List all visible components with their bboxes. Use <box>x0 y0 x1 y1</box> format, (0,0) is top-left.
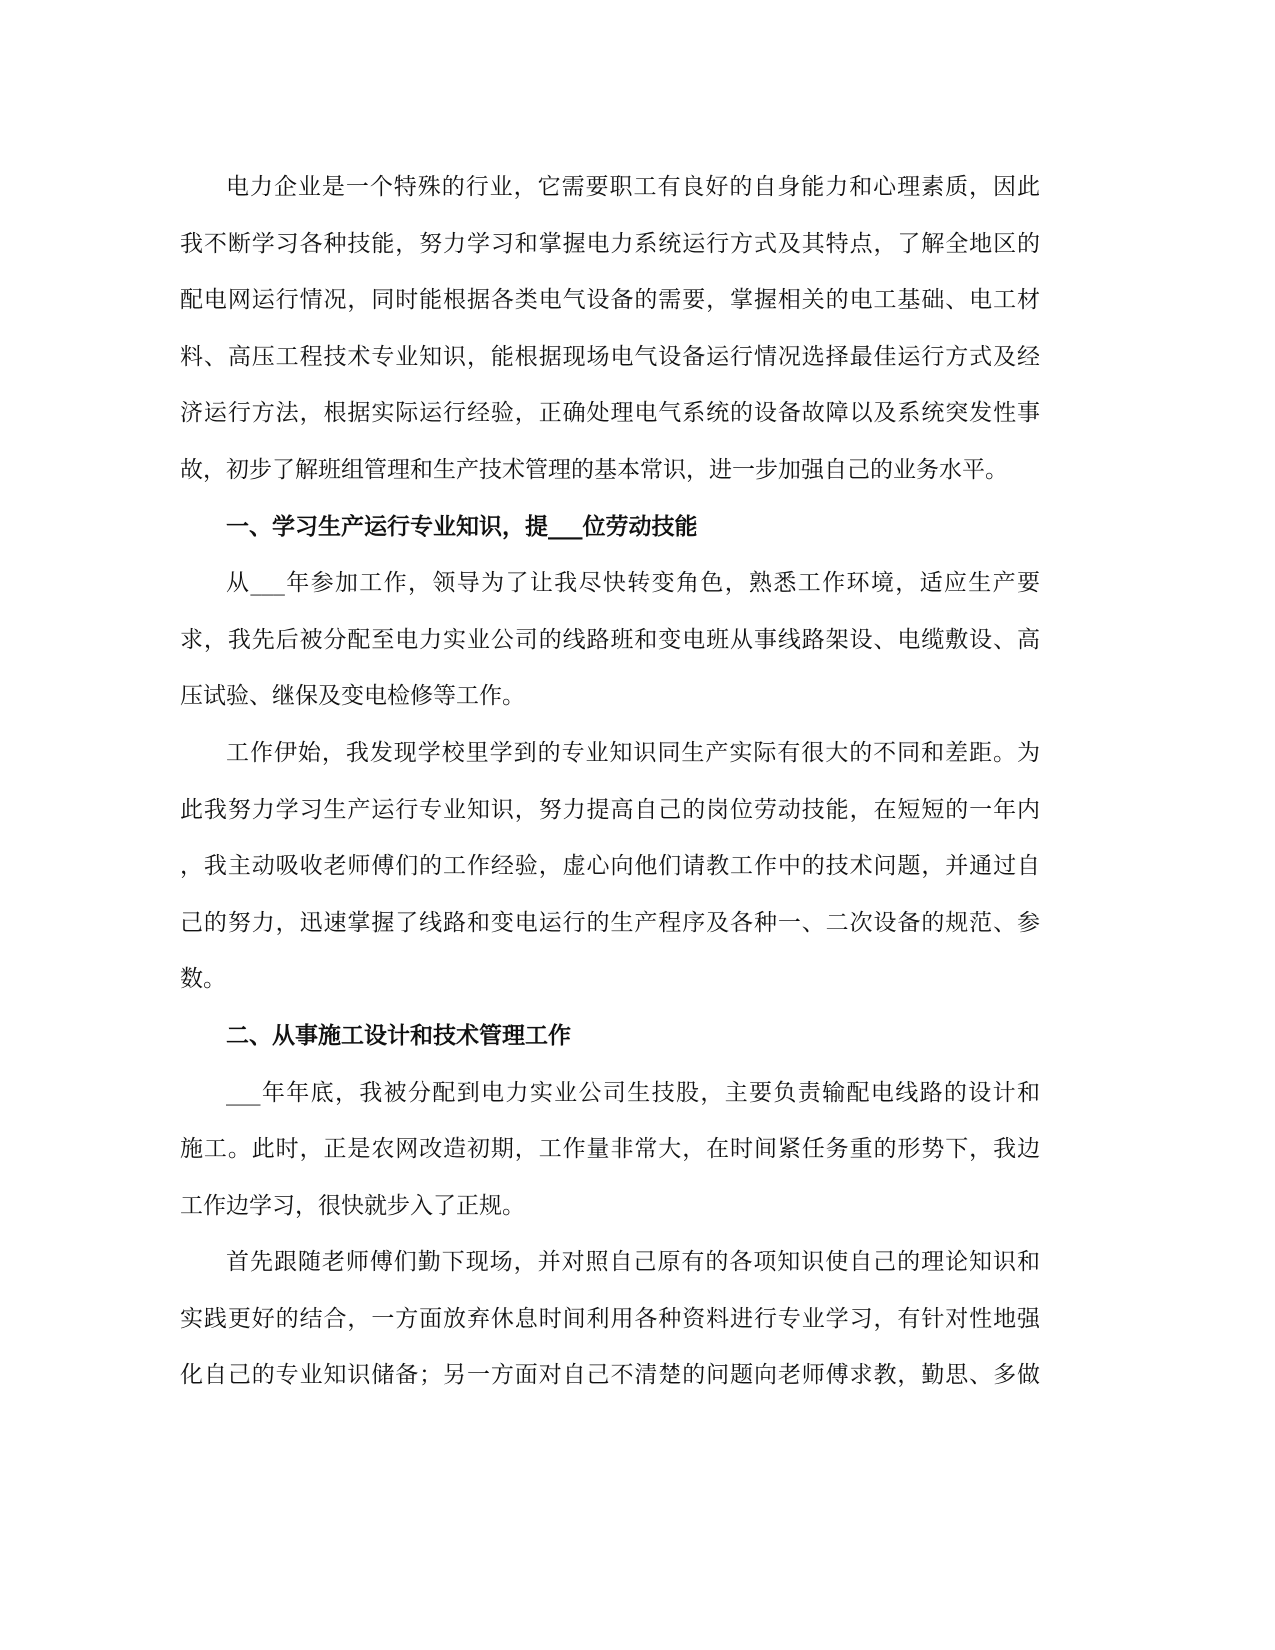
text-line: ，我主动吸收老师傅们的工作经验，虚心向他们请教工作中的技术问题，并通过自 <box>180 853 1040 880</box>
section-heading-1: 一、学习生产运行专业知识，提___位劳动技能 <box>226 512 698 540</box>
text-line: 从___年参加工作，领导为了让我尽快转变角色，熟悉工作环境，适应生产要 <box>226 570 1040 597</box>
text-line: 故，初步了解班组管理和生产技术管理的基本常识，进一步加强自己的业务水平。 <box>180 456 1008 483</box>
text-line: 己的努力，迅速掌握了线路和变电运行的生产程序及各种一、二次设备的规范、参 <box>180 909 1040 936</box>
paragraph-learning <box>180 725 1040 1008</box>
text-line: 配电网运行情况，同时能根据各类电气设备的需要，掌握相关的电工基础、电工材 <box>180 287 1040 314</box>
paragraph-start-work <box>180 555 1040 725</box>
document-body <box>180 159 1040 1404</box>
text-line: 求，我先后被分配至电力实业公司的线路班和变电班从事线路架设、电缆敷设、高 <box>180 626 1040 653</box>
text-line: 料、高压工程技术专业知识，能根据现场电气设备运行情况选择最佳运行方式及经 <box>180 343 1040 370</box>
paragraph-assignment <box>180 1065 1040 1235</box>
text-line: 实践更好的结合，一方面放弃休息时间利用各种资料进行专业学习，有针对性地强 <box>180 1305 1040 1332</box>
text-line: 首先跟随老师傅们勤下现场，并对照自己原有的各项知识使自己的理论知识和 <box>226 1249 1040 1276</box>
text-line: 工作边学习，很快就步入了正规。 <box>180 1192 525 1219</box>
text-line: 此我努力学习生产运行专业知识，努力提高自己的岗位劳动技能，在短短的一年内 <box>180 796 1040 823</box>
text-line: 济运行方法，根据实际运行经验，正确处理电气系统的设备故障以及系统突发性事 <box>180 400 1040 427</box>
text-line: 施工。此时，正是农网改造初期，工作量非常大，在时间紧任务重的形势下，我边 <box>180 1136 1040 1163</box>
text-line: 压试验、继保及变电检修等工作。 <box>180 683 525 710</box>
paragraph-field-practice <box>180 1234 1040 1404</box>
section-heading-2: 二、从事施工设计和技术管理工作 <box>226 1021 571 1049</box>
text-line: 电力企业是一个特殊的行业，它需要职工有良好的自身能力和心理素质，因此 <box>226 174 1040 200</box>
text-line: 我不断学习各种技能，努力学习和掌握电力系统运行方式及其特点，了解全地区的 <box>180 230 1040 257</box>
text-line: 化自己的专业知识储备；另一方面对自己不清楚的问题向老师傅求教，勤思、多做 <box>180 1362 1040 1389</box>
text-line: 工作伊始，我发现学校里学到的专业知识同生产实际有很大的不同和差距。为 <box>226 739 1040 766</box>
paragraph-intro <box>180 159 1040 499</box>
text-line: ___年年底，我被分配到电力实业公司生技股，主要负责输配电线路的设计和 <box>226 1079 1040 1106</box>
text-line: 数。 <box>180 966 226 993</box>
